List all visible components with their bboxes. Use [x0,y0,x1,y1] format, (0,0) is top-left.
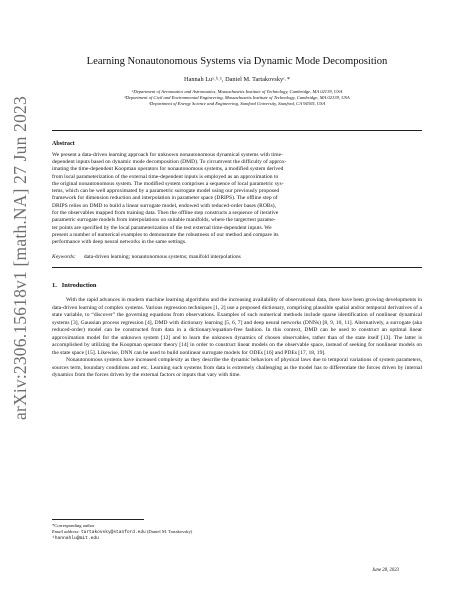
affiliation-a: ᵃDepartment of Aeronautics and Astronautics, Massachusetts Institute of Technology, Cambridge, MA 02139, USA [131,89,343,94]
keywords-line [52,254,422,260]
abstract-line: framework for dimension reduction and interpolation in parameter space (DRIPS). The offline step of [52,195,278,202]
footnote-rule [52,519,144,520]
abstract-line: ter points are specified by the local parameterization of the test external time-dependent inputs. We [52,224,272,231]
abstract-top-rule [52,130,422,131]
abstract-line: present a number of numerical examples to demonstrate the robustness of our method and compare its [52,231,279,238]
intro-paragraph-1: With the rapid advances in modern machine learning algorithms and the increasing availability of observational data, there have been growing developments in data-driven learning of complex systems. Various regression techniques [1, 2] use a proposed dictionary, comprising plausible spatial and/or temporal derivatives of a state variable, to “discover” the governing equations from observations. Examples of such numerical methods include sparse identification of nonlinear dynamical systems [3], Gaussian process regression [4], DMD with dictionary learning [5, 6, 7] and deep neural networks (DNNs) [8, 9, 10, 11]. Alternatively, a surrogate (aka reduced-order) model can be constructed from data in a dictionary/equation-free fashion. In this context, DMD can be used to construct an optimal linear approximation model for the unknown system [12] and to learn the unknown dynamics of chosen observables, rather than of the state itself [13]. The latter is accomplished by utilizing the Koopman operator theory [14] in order to construct linear models on the observable space, instead of seeking for nonlinear models on the state space [15]. Likewise, DNN can be used to build nonlinear surrogate models for ODEs [16] and PDEs [17, 18, 19]. [52,297,422,356]
affiliation-c: ᶜDepartment of Energy Science and Engineering, Stanford University, Stanford, CA 94305, USA [148,101,326,107]
footnote-corresponding: *Corresponding author [52,523,95,528]
abstract-line: from local parameterization of the external time-dependent inputs is employed as an approximation to [52,173,279,180]
email-address-2-link[interactable]: ¹hannahlu@mit.edu [52,536,99,542]
abstract-line: performance with deep neural networks in the same settings. [52,239,187,246]
abstract-line: dependent inputs based on dynamic mode decomposition (DMD). To circumvent the difficulty of approx- [52,158,287,165]
affiliation-b: ᵇDepartment of Civil and Environmental Engineering, Massachusetts Institute of Technology, Cambridge, MA 02139, USA [124,95,350,101]
paper-content [52,56,422,379]
email-person: (Daniel M. Tartakovsky) [146,529,193,535]
section-heading [52,282,422,289]
abstract-line: imating the time-dependent Koopman operators for nonautonomous systems, a modified system derived [52,166,284,173]
abstract-line: parametric surrogate models from interpolations on suitable manifolds, where the target/test parame- [52,217,276,224]
footnote-block [52,519,422,543]
abstract-line: for the observables mapped from training data. Then the offline step constructs a sequence of iterative [52,209,279,216]
preprint-date: June 28, 2023 [372,568,400,573]
abstract-bottom-rule [52,267,422,268]
author-list: Hannah Luᵃ˒ᵇ˒¹, Daniel M. Tartakovskyᶜ˒* [184,76,290,83]
abstract-line: tems, which can be well approximated by a parametric surrogate model using our previously proposed [52,188,280,195]
email-address-link[interactable]: tartakovsky@stanford.edu [80,530,146,536]
affiliation-list [52,89,422,108]
email-label: Email address: [52,529,80,535]
section-title: Introduction [61,282,97,290]
arxiv-identifier[interactable]: arXiv:2306.15618v1 [math.NA] 27 Jun 2023 [10,96,30,420]
abstract-line: DRIPS relies on DMD to build a linear surrogate model, endowed with reduced-order bases (ROBs), [52,202,276,209]
abstract-line: the original nonautonomous system. The modified system comprises a sequence of local parametric sys- [52,180,284,187]
abstract-line: We present a data-driven learning approach for unknown nonautonomous dynamical systems with time- [52,151,283,158]
section-number: 1. [52,282,57,290]
keywords-text: data-driven learning; nonautonomous systems; manifold interpolations [83,254,241,261]
abstract-body [52,152,422,247]
intro-paragraph-2: Nonautonomous systems have increased complexity as they describe the dynamic behaviors of physical laws due to temporal variations of system parameters, sources term, boundary conditions and etc. Learning such systems from data is extremely challenging as the model has to differentiate the forces driven by internal dynamics from the forces driven by the external factors or inputs that vary with time. [52,357,422,378]
abstract-heading: Abstract [52,140,75,147]
footnote-email-line [52,529,422,536]
paper-title: Learning Nonautonomous Systems via Dynamic Mode Decomposition [86,56,388,67]
keywords-label: Keywords: [52,254,76,261]
